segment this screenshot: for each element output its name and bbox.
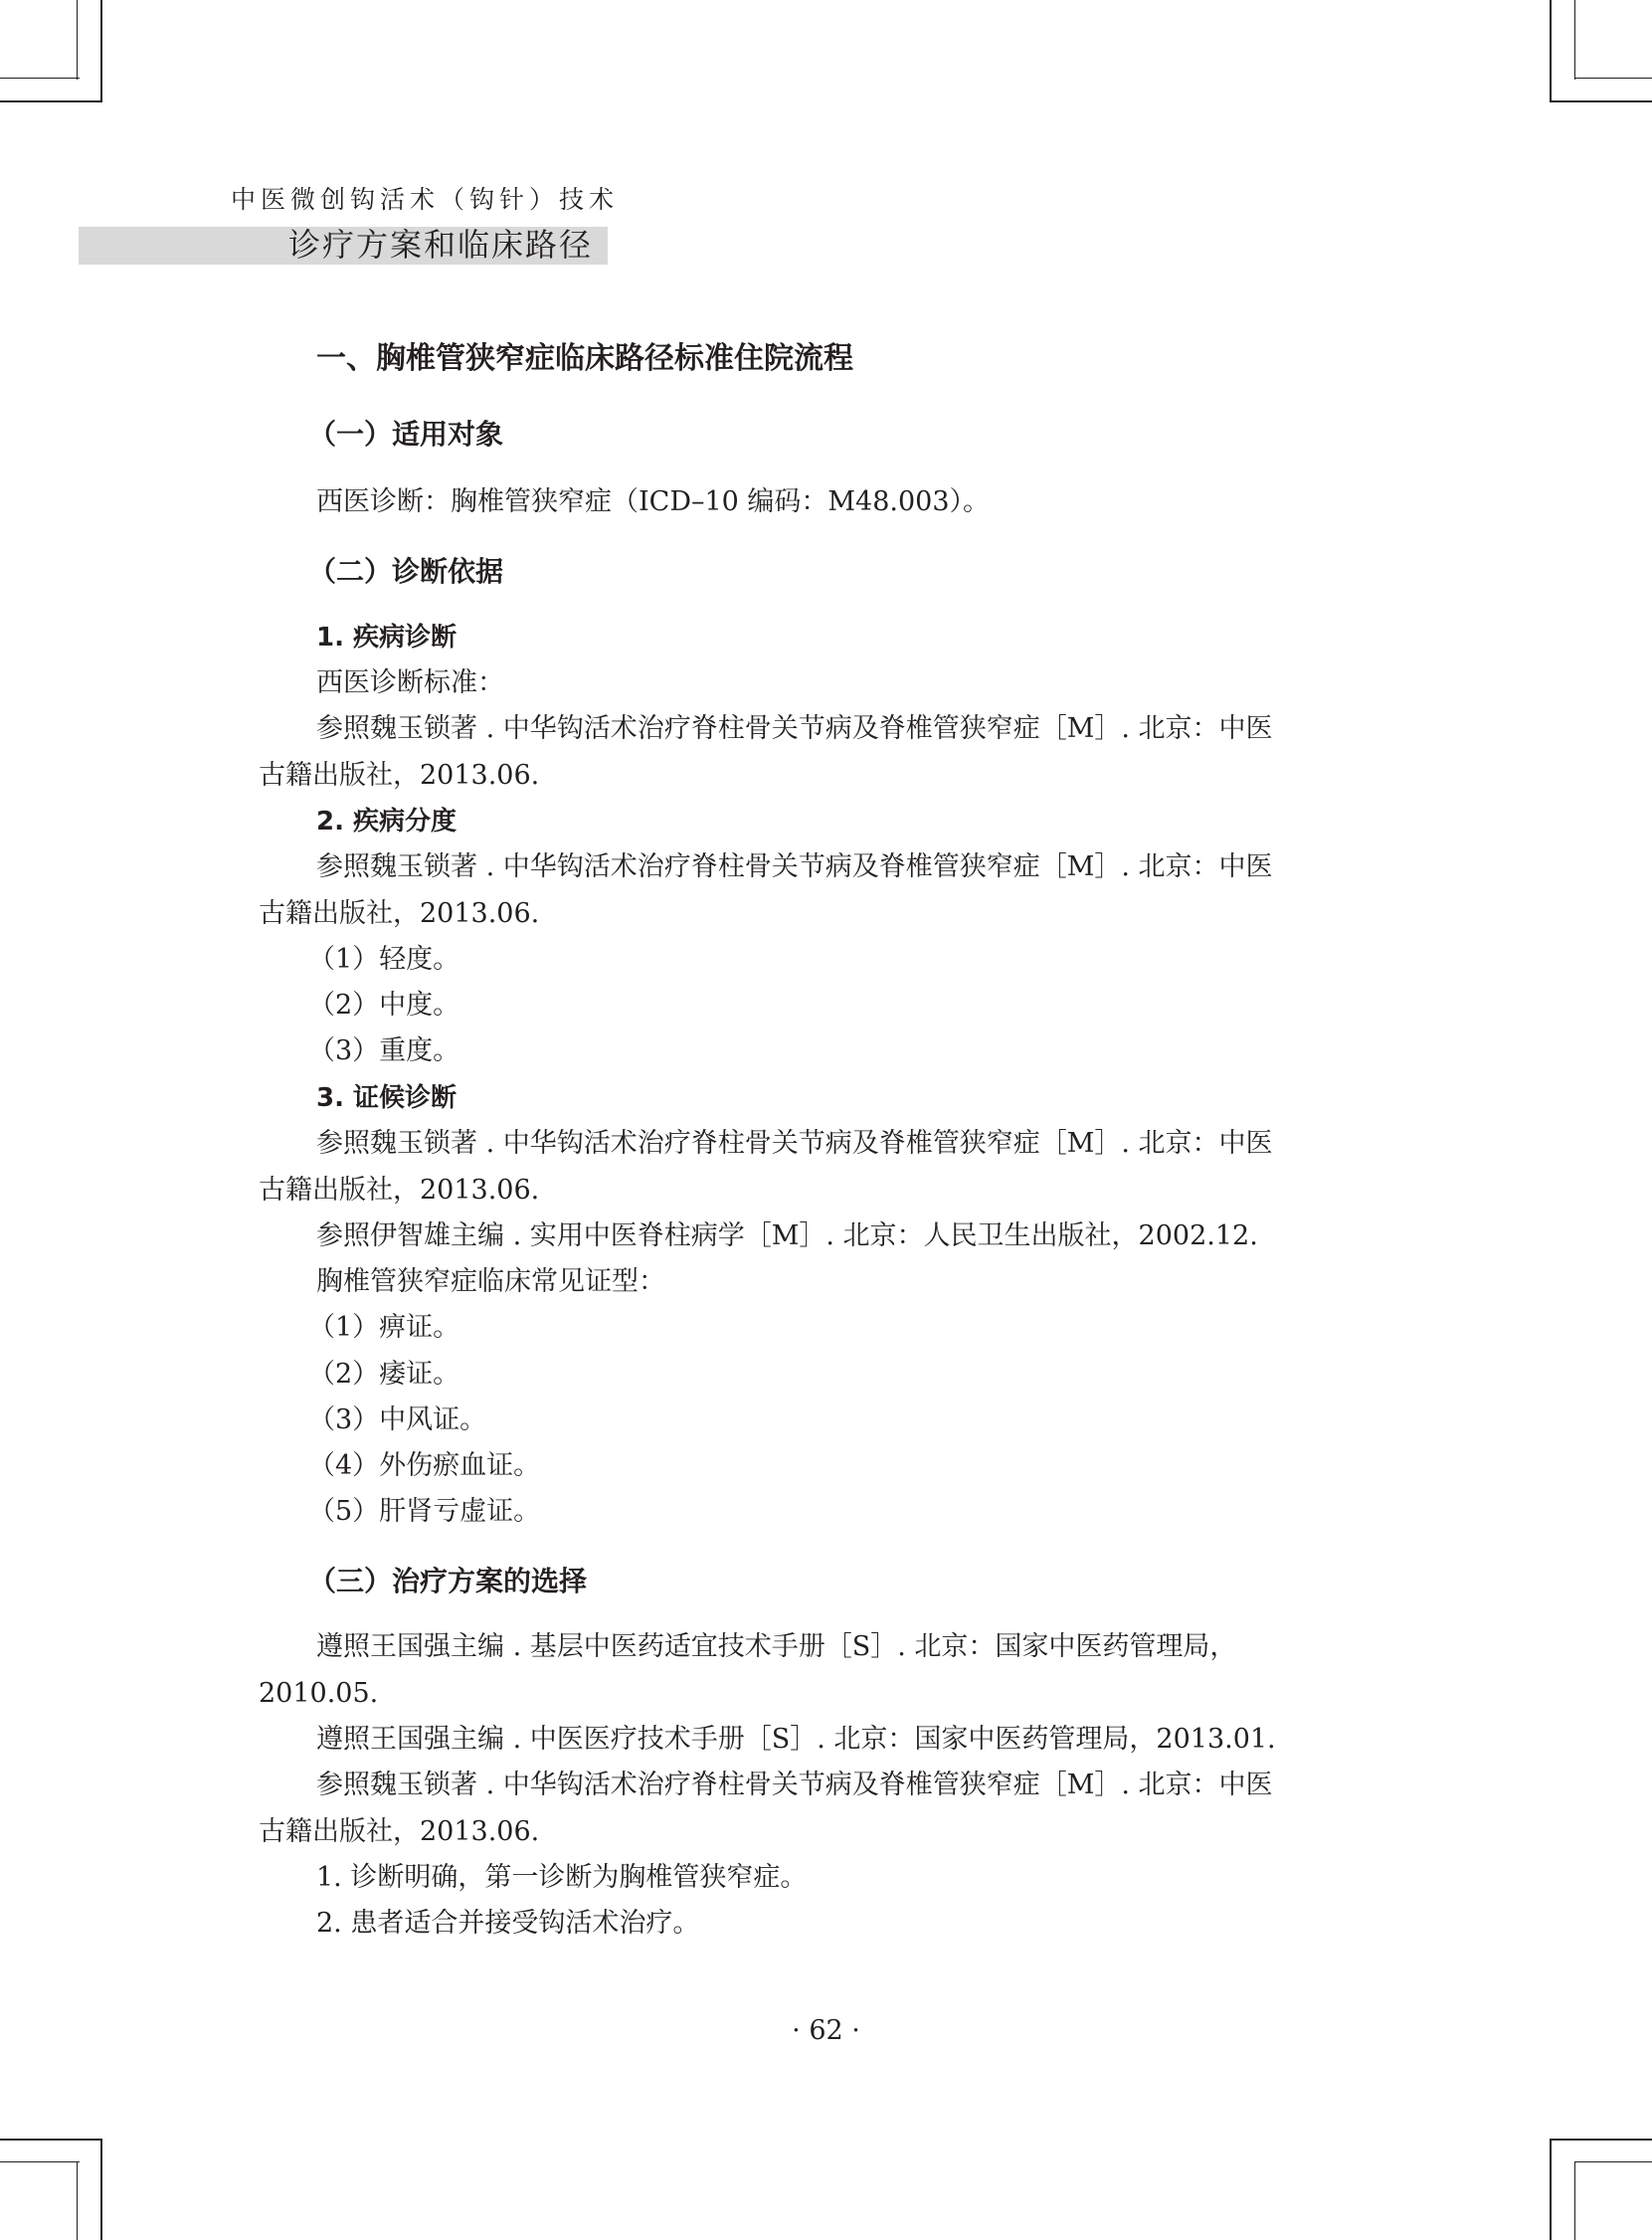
crop-mark xyxy=(0,2161,80,2162)
section1-heading: （一）适用对象 xyxy=(308,418,504,451)
syndrome-item: （2）痿证。 xyxy=(308,1359,460,1390)
reference-wei-line2: 古籍出版社，2013.06. xyxy=(259,898,540,929)
severity-item: （1）轻度。 xyxy=(308,944,460,975)
western-criteria-label: 西医诊断标准： xyxy=(316,667,504,698)
crop-mark xyxy=(1550,2139,1652,2141)
reference-wei-line1: 参照魏玉锁著 . 中华钩活术治疗脊柱骨关节病及脊椎管狭窄症［M］. 北京：中医 xyxy=(316,1128,1273,1159)
crop-mark xyxy=(77,2161,78,2240)
crop-mark xyxy=(1550,2139,1552,2240)
reference-wang2: 遵照王国强主编 . 中医医疗技术手册［S］. 北京：国家中医药管理局，2013.01. xyxy=(316,1724,1276,1755)
reference-wei-line2: 古籍出版社，2013.06. xyxy=(259,1175,540,1206)
reference-wang1-line2: 2010.05. xyxy=(259,1678,379,1709)
reference-yi: 参照伊智雄主编 . 实用中医脊柱病学［M］. 北京：人民卫生出版社，2002.12. xyxy=(316,1220,1258,1251)
crop-mark xyxy=(77,0,78,80)
crop-mark xyxy=(0,2139,102,2141)
section-title: 诊疗方案和临床路径 xyxy=(288,226,594,264)
severity-item: （3）重度。 xyxy=(308,1035,460,1066)
reference-wei-line1: 参照魏玉锁著 . 中华钩活术治疗脊柱骨关节病及脊椎管狭窄症［M］. 北京：中医 xyxy=(316,851,1273,882)
crop-mark xyxy=(0,100,102,102)
crop-mark xyxy=(100,2139,102,2240)
reference-wei-line2: 古籍出版社，2013.06. xyxy=(259,1816,540,1847)
crop-mark xyxy=(100,0,102,102)
syndrome-item: （4）外伤瘀血证。 xyxy=(308,1450,541,1481)
common-types-intro: 胸椎管狭窄症临床常见证型： xyxy=(316,1266,665,1297)
syndrome-heading: 3. 证候诊断 xyxy=(316,1083,458,1113)
reference-wei-line1: 参照魏玉锁著 . 中华钩活术治疗脊柱骨关节病及脊椎管狭窄症［M］. 北京：中医 xyxy=(316,1770,1273,1800)
page-number: · 62 · xyxy=(792,2015,860,2046)
treatment-item: 2. 患者适合并接受钩活术治疗。 xyxy=(316,1908,700,1939)
book-title: 中医微创钩活术（钩针）技术 xyxy=(231,185,620,214)
crop-mark xyxy=(1550,100,1652,102)
severity-heading: 2. 疾病分度 xyxy=(316,807,458,837)
crop-mark xyxy=(1574,2161,1575,2240)
severity-item: （2）中度。 xyxy=(308,990,460,1021)
main-heading: 一、胸椎管狭窄症临床路径标准住院流程 xyxy=(316,341,853,376)
section3-heading: （三）治疗方案的选择 xyxy=(308,1565,588,1597)
syndrome-item: （5）肝肾亏虚证。 xyxy=(308,1496,541,1527)
crop-mark xyxy=(0,78,80,79)
crop-mark xyxy=(1574,78,1652,79)
treatment-item: 1. 诊断明确，第一诊断为胸椎管狭窄症。 xyxy=(316,1862,808,1893)
reference-wei-line1: 参照魏玉锁著 . 中华钩活术治疗脊柱骨关节病及脊椎管狭窄症［M］. 北京：中医 xyxy=(316,713,1273,744)
reference-wei-line2: 古籍出版社，2013.06. xyxy=(259,760,540,791)
section1-text: 西医诊断：胸椎管狭窄症（ICD–10 编码：M48.003）。 xyxy=(316,486,991,517)
syndrome-item: （3）中风证。 xyxy=(308,1404,487,1435)
disease-diagnosis-heading: 1. 疾病诊断 xyxy=(316,623,458,653)
crop-mark xyxy=(1574,2161,1652,2162)
reference-wang1-line1: 遵照王国强主编 . 基层中医药适宜技术手册［S］. 北京：国家中医药管理局， xyxy=(316,1631,1237,1662)
section2-heading: （二）诊断依据 xyxy=(308,555,504,588)
crop-mark xyxy=(1574,0,1575,80)
crop-mark xyxy=(1550,0,1552,102)
syndrome-item: （1）痹证。 xyxy=(308,1312,460,1343)
